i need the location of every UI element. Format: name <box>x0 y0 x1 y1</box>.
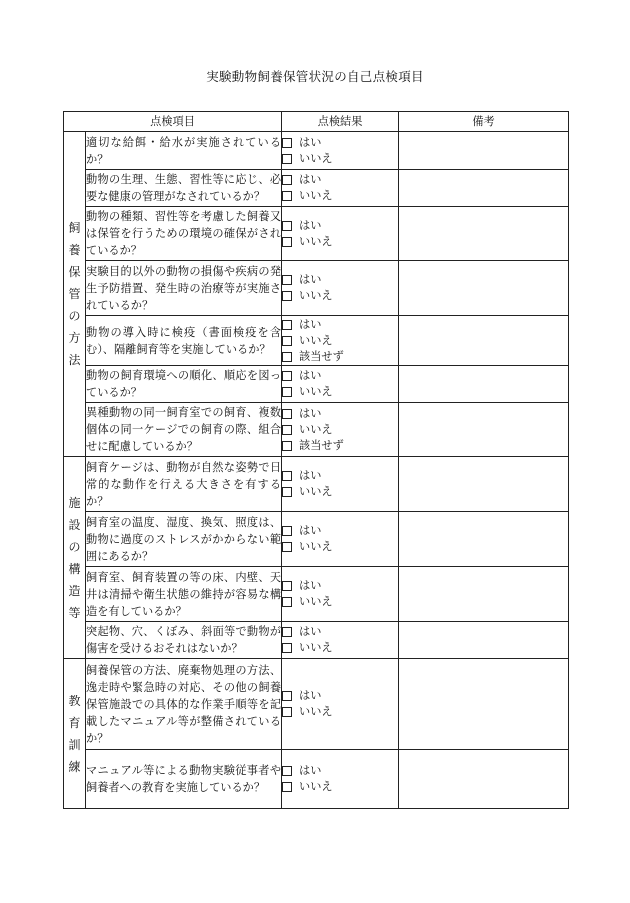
table-row <box>64 316 569 366</box>
table-row <box>64 207 569 261</box>
result-cell <box>282 316 399 366</box>
remarks-cell[interactable] <box>399 132 569 170</box>
result-option[interactable] <box>282 188 398 204</box>
checkbox-icon[interactable] <box>282 627 292 637</box>
result-option[interactable] <box>282 624 398 640</box>
check-item-text: 適切な給餌・給水が実施されているか？ <box>86 132 282 170</box>
checkbox-icon[interactable] <box>282 581 292 591</box>
result-cell <box>282 512 399 567</box>
result-cell <box>282 403 399 457</box>
option-label: いいえ <box>299 234 333 248</box>
checkbox-icon[interactable] <box>282 441 292 451</box>
option-label: はい <box>299 317 322 331</box>
result-option[interactable] <box>282 317 398 333</box>
check-item-text: 飼育室、飼育装置の等の床、内壁、天井は清掃や衛生状態の維持が容易な構造を有しているか？ <box>86 567 282 622</box>
option-label: いいえ <box>299 595 333 608</box>
checkbox-icon[interactable] <box>282 336 292 346</box>
checkbox-icon[interactable] <box>282 221 292 231</box>
option-label: いいえ <box>299 189 333 202</box>
option-label: いいえ <box>299 641 333 654</box>
check-item-text: 動物の飼育環境への順化、順応を図っているか？ <box>86 366 282 403</box>
remarks-cell[interactable] <box>399 170 569 207</box>
check-item-text: 飼育室の温度、湿度、換気、照度は、動物に過度のストレスがかからない範囲にあるか？ <box>86 512 282 567</box>
option-label: はい <box>299 406 322 420</box>
option-label: いいえ <box>299 422 333 436</box>
option-label: はい <box>299 135 322 149</box>
result-option[interactable] <box>282 523 398 539</box>
option-label: 該当せず <box>299 349 344 363</box>
result-option[interactable] <box>282 594 398 610</box>
table-row <box>64 567 569 622</box>
table-row <box>64 366 569 403</box>
remarks-cell[interactable] <box>399 316 569 366</box>
result-cell <box>282 750 399 809</box>
remarks-cell[interactable] <box>399 261 569 316</box>
result-option[interactable] <box>282 368 398 384</box>
result-cell <box>282 132 399 170</box>
checkbox-icon[interactable] <box>282 707 292 717</box>
remarks-cell[interactable] <box>399 207 569 261</box>
remarks-cell[interactable] <box>399 366 569 403</box>
option-label: 該当せず <box>299 438 344 452</box>
remarks-cell[interactable] <box>399 512 569 567</box>
result-option[interactable] <box>282 272 398 288</box>
check-item-text: 実験目的以外の動物の損傷や疾病の発生予防措置、発生時の治療等が実施されているか？ <box>86 261 282 316</box>
result-option[interactable] <box>282 384 398 400</box>
header-row <box>64 112 569 132</box>
header-result: 点検結果 <box>282 112 399 132</box>
table-row <box>64 750 569 809</box>
result-option[interactable] <box>282 422 398 438</box>
result-option[interactable] <box>282 468 398 484</box>
option-label: はい <box>299 369 322 382</box>
result-cell <box>282 170 399 207</box>
table-row <box>64 659 569 750</box>
result-option[interactable] <box>282 234 398 250</box>
result-option[interactable] <box>282 349 398 365</box>
result-option[interactable] <box>282 333 398 349</box>
table-row <box>64 132 569 170</box>
table-row <box>64 170 569 207</box>
result-option[interactable] <box>282 539 398 555</box>
result-option[interactable] <box>282 704 398 720</box>
option-label: いいえ <box>299 780 333 793</box>
table-row <box>64 457 569 512</box>
result-cell <box>282 659 399 750</box>
option-label: いいえ <box>299 333 333 347</box>
result-option[interactable] <box>282 406 398 422</box>
option-label: はい <box>299 524 322 537</box>
option-label: いいえ <box>299 540 333 553</box>
checkbox-icon[interactable] <box>282 291 292 301</box>
header-item: 点検項目 <box>64 112 282 132</box>
result-option[interactable] <box>282 640 398 656</box>
option-label: はい <box>299 173 322 186</box>
header-remarks: 備考 <box>399 112 569 132</box>
checkbox-icon[interactable] <box>282 425 292 435</box>
checkbox-icon[interactable] <box>282 766 292 776</box>
checkbox-icon[interactable] <box>282 275 292 285</box>
result-option[interactable] <box>282 763 398 779</box>
option-label: いいえ <box>299 385 333 398</box>
checkbox-icon[interactable] <box>282 409 292 419</box>
option-label: はい <box>299 689 322 702</box>
result-cell <box>282 366 399 403</box>
result-cell <box>282 622 399 659</box>
result-cell <box>282 261 399 316</box>
result-option[interactable] <box>282 288 398 304</box>
option-label: いいえ <box>299 289 333 302</box>
checkbox-icon[interactable] <box>282 526 292 536</box>
result-option[interactable] <box>282 218 398 234</box>
checklist-table <box>63 111 569 809</box>
remarks-cell[interactable] <box>399 403 569 457</box>
checkbox-icon[interactable] <box>282 387 292 397</box>
remarks-cell[interactable] <box>399 567 569 622</box>
checkbox-icon[interactable] <box>282 191 292 201</box>
table-row <box>64 261 569 316</box>
remarks-cell[interactable] <box>399 750 569 809</box>
remarks-cell[interactable] <box>399 622 569 659</box>
checkbox-icon[interactable] <box>282 643 292 653</box>
checkbox-icon[interactable] <box>282 542 292 552</box>
category-label: 飼 養 保 管 の 方 法 <box>68 221 81 367</box>
option-label: はい <box>299 764 322 777</box>
result-option[interactable] <box>282 172 398 188</box>
checkbox-icon[interactable] <box>282 487 292 497</box>
check-item-text: 飼養保管の方法、廃棄物処理の方法、逸走時や緊急時の対応、その他の飼養保管施設での具体的な作業手順等を記載したマニュアル等が整備されているか？ <box>86 659 282 750</box>
category-cell <box>64 132 86 457</box>
category-cell <box>64 659 86 809</box>
table-row <box>64 512 569 567</box>
option-label: はい <box>299 625 322 638</box>
page-title: 実験動物飼養保管状況の自己点検項目 <box>206 69 424 84</box>
option-label: はい <box>299 579 322 592</box>
result-option[interactable] <box>282 135 398 151</box>
table-row <box>64 403 569 457</box>
option-label: はい <box>299 469 322 482</box>
checkbox-icon[interactable] <box>282 782 292 792</box>
checkbox-icon[interactable] <box>282 175 292 185</box>
category-label: 施 設 の 構 造 等 <box>68 495 81 620</box>
option-label: いいえ <box>299 151 333 165</box>
table-row <box>64 622 569 659</box>
result-option[interactable] <box>282 578 398 594</box>
checkbox-icon[interactable] <box>282 371 292 381</box>
check-item-text: 突起物、穴、くぼみ、斜面等で動物が傷害を受けるおそれはないか？ <box>86 622 282 659</box>
category-label: 教 育 訓 練 <box>68 693 81 774</box>
result-option[interactable] <box>282 688 398 704</box>
result-option[interactable] <box>282 779 398 795</box>
check-item-text: 動物の生理、生態、習性等に応じ、必要な健康の管理がなされているか？ <box>86 170 282 207</box>
remarks-cell[interactable] <box>399 457 569 512</box>
checkbox-icon[interactable] <box>282 597 292 607</box>
option-label: いいえ <box>299 705 333 718</box>
category-cell <box>64 457 86 659</box>
check-item-text: 異種動物の同一飼育室での飼育、複数個体の同一ケージでの飼育の際、組合せに配慮しているか？ <box>86 403 282 457</box>
result-cell <box>282 567 399 622</box>
checkbox-icon[interactable] <box>282 138 292 148</box>
checkbox-icon[interactable] <box>282 691 292 701</box>
result-option[interactable] <box>282 438 398 454</box>
result-cell <box>282 457 399 512</box>
remarks-cell[interactable] <box>399 659 569 750</box>
option-label: はい <box>299 218 322 232</box>
option-label: いいえ <box>299 485 333 498</box>
check-item-text: 動物の種類、習性等を考慮した飼養又は保管を行うための環境の確保がされているか？ <box>86 207 282 261</box>
option-label: はい <box>299 273 322 286</box>
checkbox-icon[interactable] <box>282 237 292 247</box>
check-item-text: 飼育ケージは、動物が自然な姿勢で日常的な動作を行える大きさを有するか？ <box>86 457 282 512</box>
result-option[interactable] <box>282 151 398 167</box>
checkbox-icon[interactable] <box>282 352 292 362</box>
checkbox-icon[interactable] <box>282 320 292 330</box>
check-item-text: マニュアル等による動物実験従事者や飼養者への教育を実施しているか？ <box>86 750 282 809</box>
result-option[interactable] <box>282 484 398 500</box>
result-cell <box>282 207 399 261</box>
checkbox-icon[interactable] <box>282 154 292 164</box>
checkbox-icon[interactable] <box>282 471 292 481</box>
check-item-text: 動物の導入時に検疫（書面検疫を含む）、隔離飼育等を実施しているか？ <box>86 316 282 366</box>
